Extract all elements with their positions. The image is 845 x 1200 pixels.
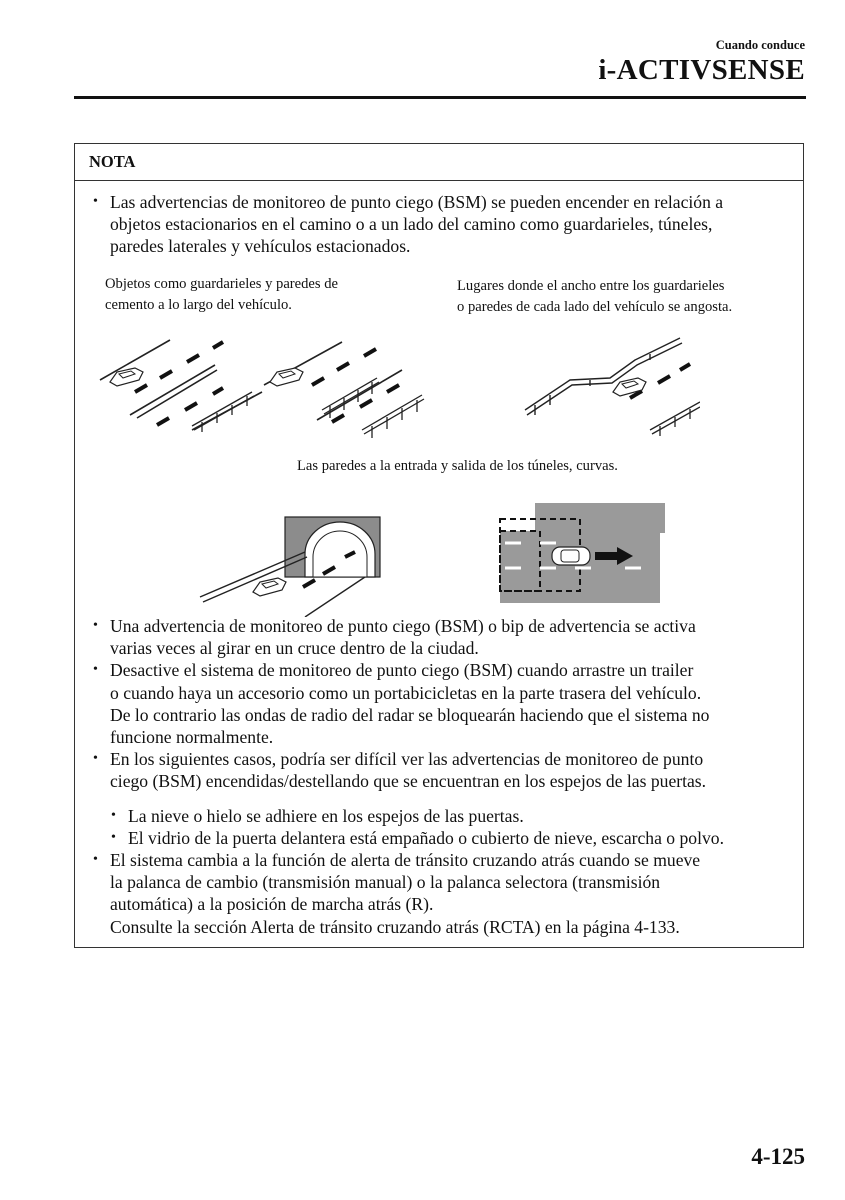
sub-bullets-list: [108, 805, 808, 849]
car-icon: [253, 578, 286, 596]
text-line: automática) a la posición de marcha atrás (R).: [110, 894, 434, 915]
caption-line: o paredes de cada lado del vehículo se angosta.: [457, 299, 733, 315]
curve-topview-illustration: [495, 503, 665, 603]
text-line: Una advertencia de monitoreo de punto ciego (BSM) o bip de advertencia se activa: [110, 616, 696, 636]
note-header: [75, 144, 803, 181]
wall: [525, 338, 682, 415]
text-line: De lo contrario las ondas de radio del radar se bloquearán haciendo que el sistema no: [110, 704, 710, 725]
list-item: [90, 615, 805, 659]
bullet-dot: •: [93, 194, 98, 209]
text-line: En los siguientes casos, podría ser difícil ver las advertencias de monitoreo de punto: [110, 749, 704, 770]
page-number: 4-125: [751, 1144, 805, 1169]
caption-line: Objetos como guardarieles y paredes de: [105, 276, 339, 292]
guardrail: [650, 402, 700, 436]
lane-dashes: [312, 349, 399, 422]
text-line: funcione normalmente.: [110, 727, 274, 748]
caption-narrowing: [457, 276, 732, 318]
narrowing-illustration: [520, 330, 700, 440]
text-line: varias veces al girar en un cruce dentro de la ciudad.: [110, 638, 479, 659]
section-label: Cuando conduce: [715, 38, 805, 52]
text-line: La nieve o hielo se adhiere en los espejos de las puertas.: [128, 806, 524, 826]
caption-line: cemento a lo largo del vehículo.: [105, 297, 292, 313]
text-line: El sistema cambia a la función de alerta de tránsito cruzando atrás cuando se mueve: [110, 850, 701, 870]
bullet-dot: •: [93, 662, 98, 678]
tunnel-opening: [313, 531, 367, 577]
text-line: la palanca de cambio (transmisión manual) o la palanca selectora (transmisión: [110, 872, 661, 893]
bullet-dot: •: [93, 751, 98, 767]
text-line: o cuando haya un accesorio como un portabicicletas en la parte trasera del vehículo.: [110, 682, 702, 703]
page-title: i-ACTIVSENSE: [598, 54, 805, 86]
caption-tunnels: Las paredes a la entrada y salida de los túneles, curvas.: [297, 458, 618, 474]
text-line: ciego (BSM) encendidas/destellando que se encuentran en los espejos de las puertas.: [110, 771, 707, 792]
caption-guardrails: [105, 274, 338, 316]
bullet-dot: •: [111, 830, 116, 846]
guardrail: [192, 378, 424, 438]
car-icon: [552, 547, 590, 565]
last-bullet: [90, 849, 805, 938]
list-item: [90, 849, 805, 938]
bullet-dot: •: [111, 808, 116, 823]
list-item: [90, 659, 805, 748]
intro-paragraph: [90, 191, 800, 258]
bullets-list: [90, 615, 805, 793]
bullet-dot: •: [93, 852, 98, 867]
car-icon: [270, 368, 303, 386]
bullet-dot: •: [93, 618, 98, 633]
caption-line: Lugares donde el ancho entre los guardarieles: [457, 278, 725, 294]
text-line: Las advertencias de monitoreo de punto ciego (BSM) se pueden encender en relación a: [110, 192, 724, 212]
road-guardrail-illustration: [182, 330, 452, 450]
header-rule: [74, 96, 806, 99]
note-label: NOTA: [89, 152, 136, 171]
road-edges: [192, 342, 402, 430]
tunnel-illustration: [195, 512, 395, 617]
text-line: Desactive el sistema de monitoreo de punto ciego (BSM) cuando arrastre un trailer: [110, 660, 694, 681]
text-line: objetos estacionarios en el camino o a un lado del camino como guardarieles, túneles,: [110, 214, 713, 235]
cross-reference: Consulte la sección Alerta de tránsito cruzando atrás (RCTA) en la página 4-133.: [110, 916, 680, 937]
sub-list-item: [108, 827, 808, 849]
list-item: [90, 748, 805, 792]
text-line: paredes laterales y vehículos estacionados.: [110, 236, 411, 257]
text-line: El vidrio de la puerta delantera está empañado o cubierto de nieve, escarcha o polvo.: [128, 828, 724, 849]
sub-list-item: [108, 805, 808, 827]
